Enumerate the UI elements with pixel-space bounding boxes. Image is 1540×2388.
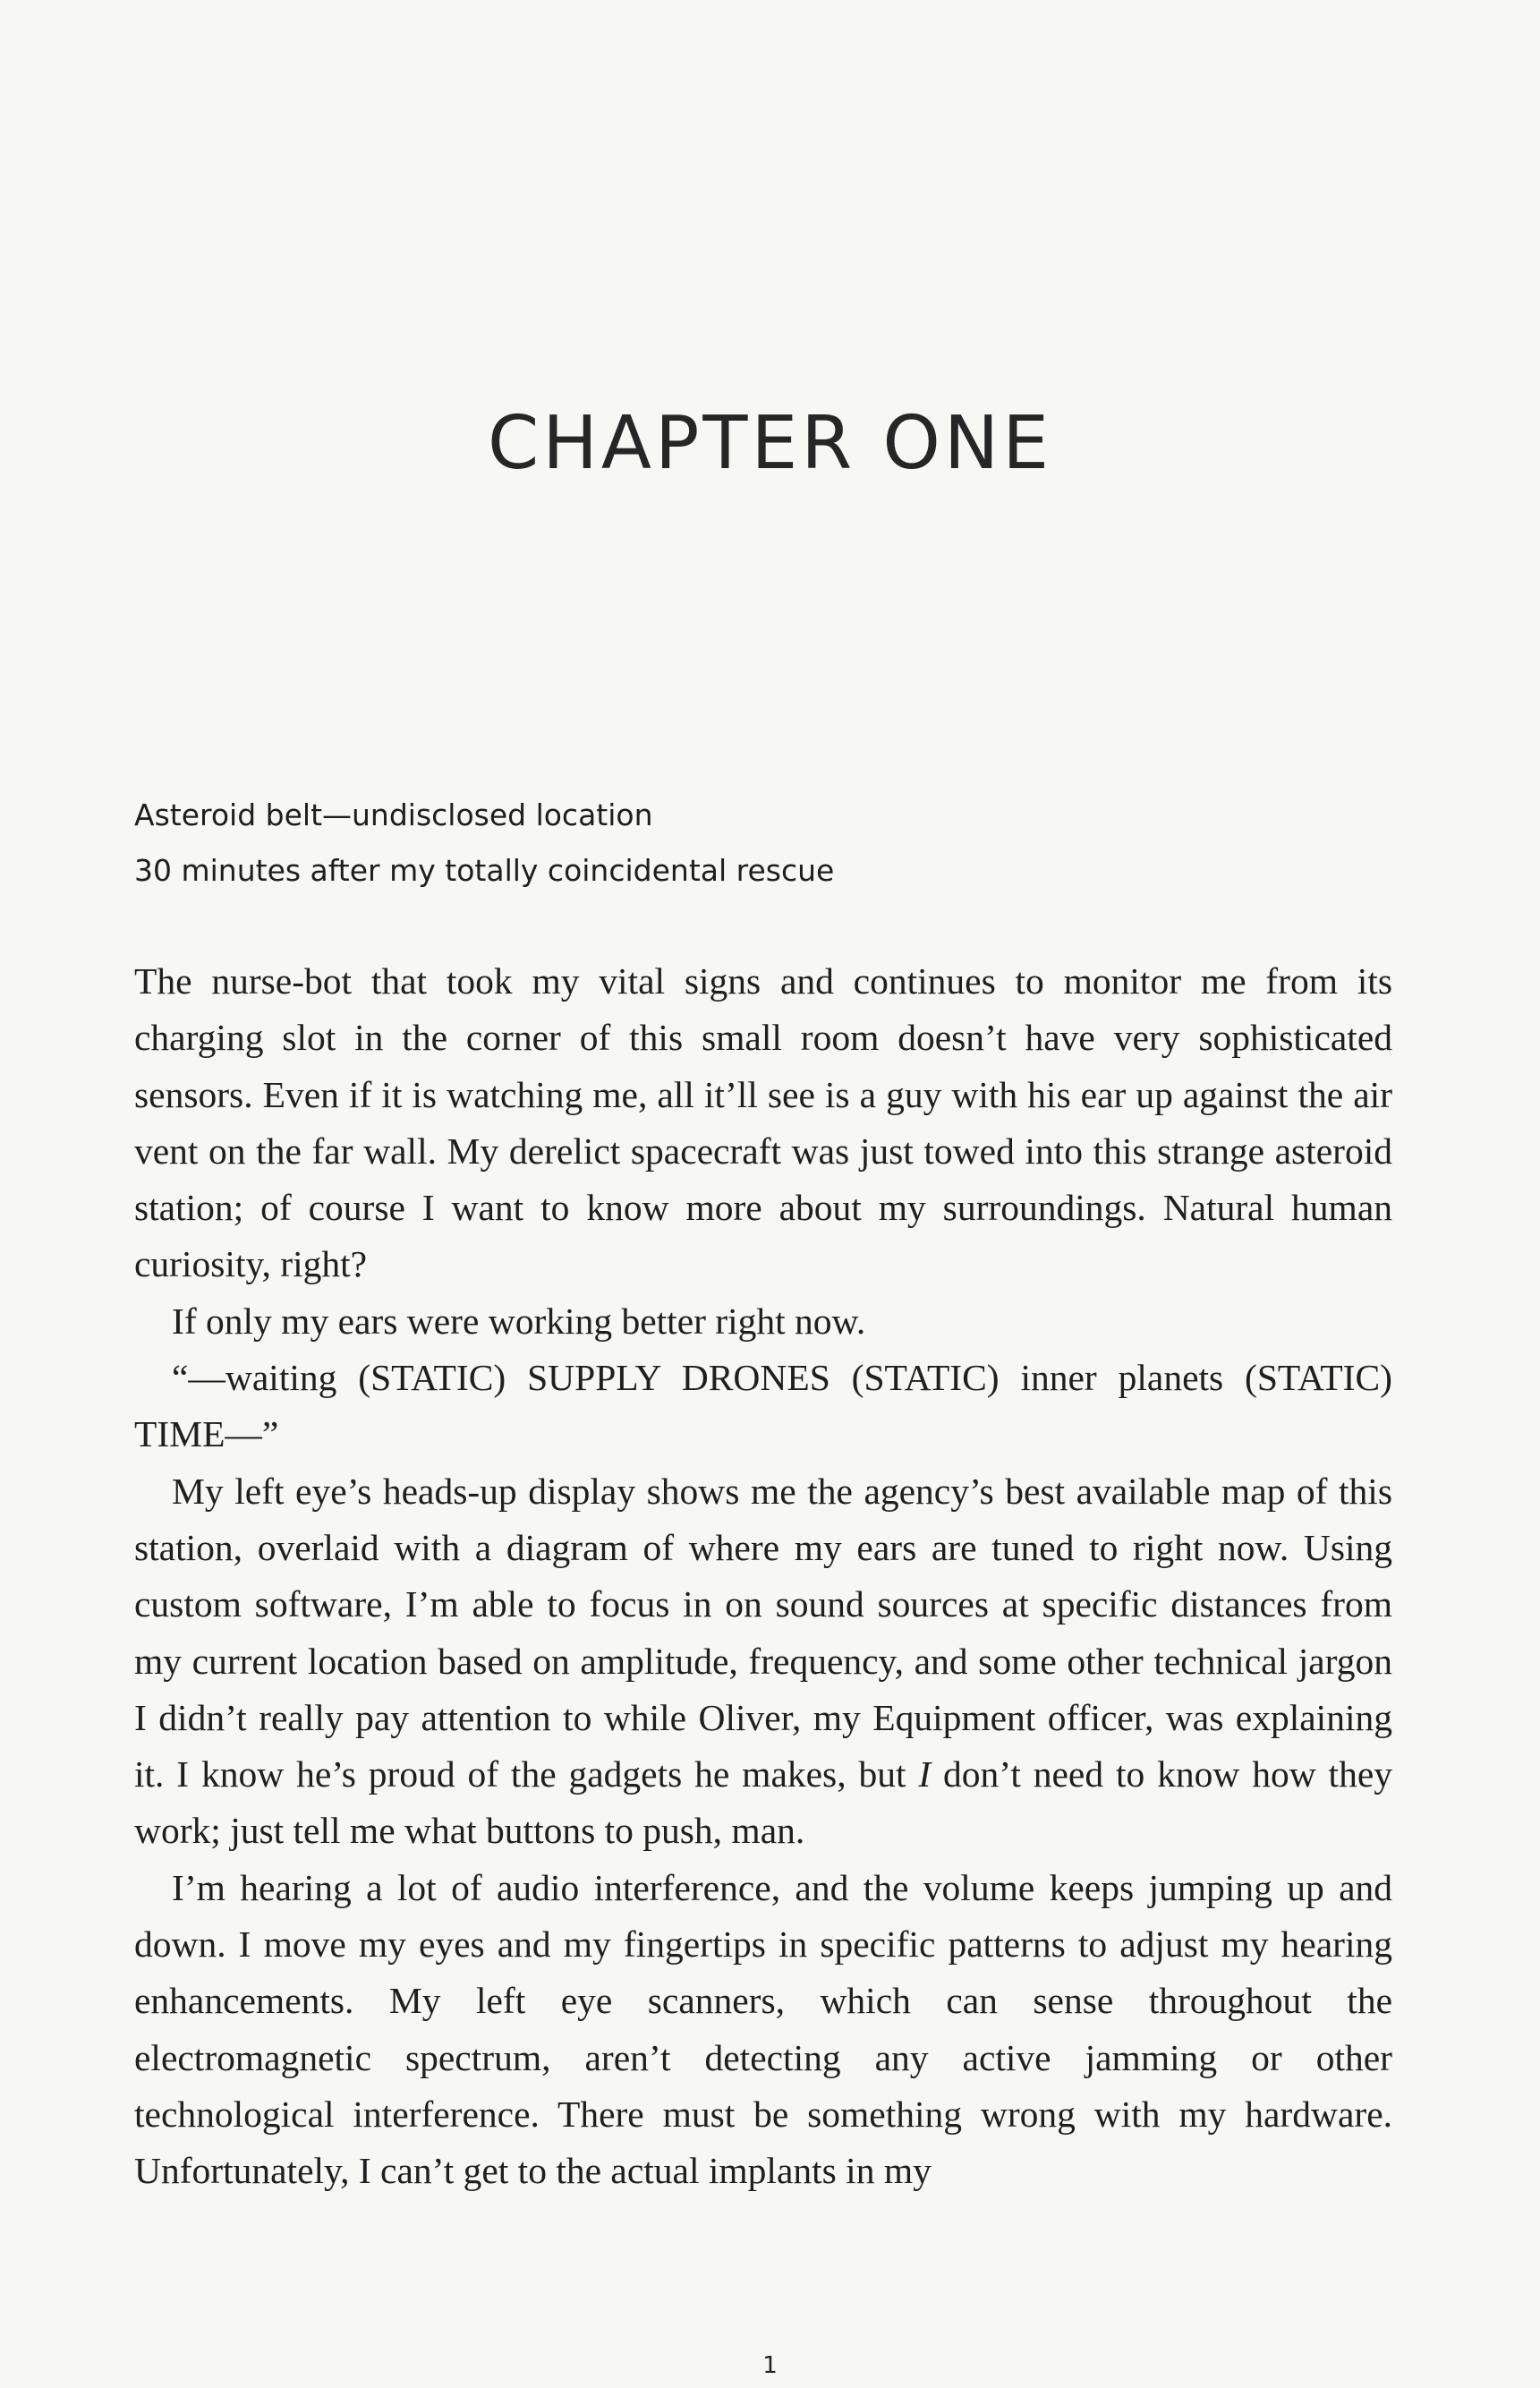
slug-time: 30 minutes after my totally coincidental rescue xyxy=(134,853,835,888)
paragraph: I’m hearing a lot of audio interference, and the volume keeps jumping up and down. I move my eyes and my fingertips in specific patterns to adjust my hearing enhancements. My left eye scanners, which can sense throughout the electromagnetic spectrum, aren’t detecting any active jamming or other technological interference. There must be something wrong with my hardware. Unfortunately, I can’t get to the actual implants in my xyxy=(134,1866,1392,2192)
paragraph xyxy=(134,1463,1392,1860)
chapter-title: CHAPTER ONE xyxy=(487,401,1053,486)
paragraph: “—waiting (STATIC) SUPPLY DRONES (STATIC) inner planets (STATIC) TIME—” xyxy=(134,1357,1392,1455)
slug-location: Asteroid belt—undisclosed location xyxy=(134,797,653,832)
paragraph: If only my ears were working better right now. xyxy=(172,1300,866,1342)
emphasis-text: I xyxy=(918,1753,932,1795)
paragraph: The nurse-bot that took my vital signs and continues to monitor me from its charging slot in the corner of this small room doesn’t have very sophisticated sensors. Even if it is watching me, all it’ll see is a guy with his ear up against the air vent on the far wall. My derelict spacecraft was just towed into this strange asteroid station; of course I want to know more about my surroundings. Natural human curiosity, right? xyxy=(134,960,1392,1285)
paragraph-text: don’t need to know how they work; just tell me what buttons to push, man. xyxy=(134,1753,1392,1852)
paragraph-text: My left eye’s heads-up display shows me the agency’s best available map of this station, overlaid with a diagram of where my ears are tuned to right now. Using custom software, I’m able to focus in on sound sources at specific distances from my current location based on amplitude, frequency, and some other technical jargon I didn’t really pay attention to while Oliver, my Equipment officer, was explaining it. I know he’s proud of the gadgets he makes, but xyxy=(134,1470,1392,1795)
scene-slug xyxy=(134,788,1405,899)
chapter-body xyxy=(134,953,1392,2200)
page-number: 1 xyxy=(762,2352,778,2379)
